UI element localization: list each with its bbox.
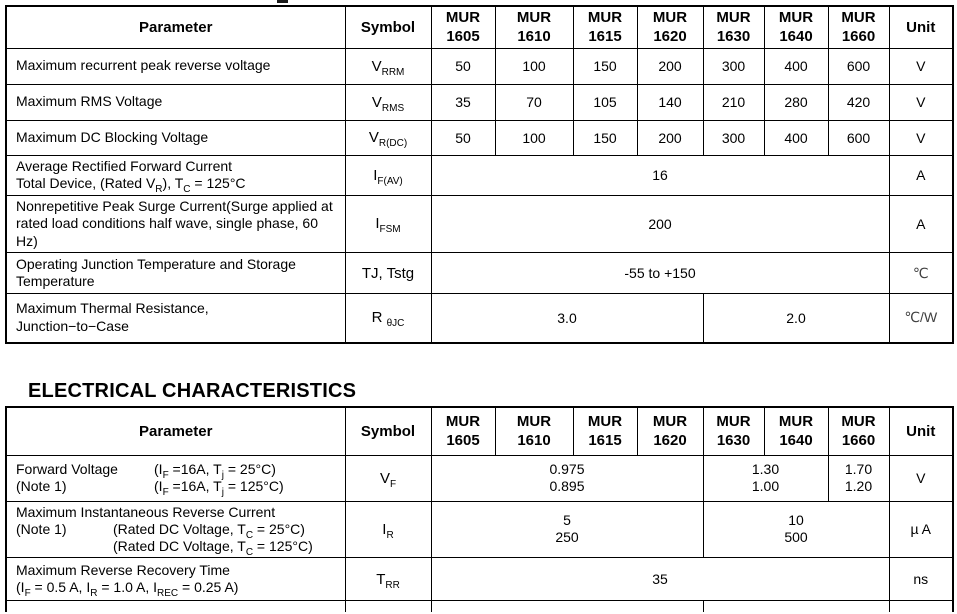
col-header-unit: Unit bbox=[889, 6, 953, 48]
model-series: MUR bbox=[778, 9, 814, 27]
rthjc-symbol: R $_{\theta JC}$ bbox=[345, 294, 431, 343]
vrms-1605-value: 35 bbox=[431, 84, 495, 120]
model-number: 1660 bbox=[841, 28, 876, 46]
vf-parameter bbox=[6, 455, 345, 501]
ir-condition-1: (Rated DC Voltage, $T_C = 25^\circ C$) bbox=[113, 521, 305, 541]
trr-parameter-name: Maximum Reverse Recovery Time bbox=[16, 561, 230, 578]
rthjc-parameter bbox=[6, 294, 345, 343]
vrdc-1640-value: 400 bbox=[764, 120, 828, 155]
table-row-ir bbox=[6, 501, 953, 558]
trr-symbol: $T_{RR}$ bbox=[345, 558, 431, 601]
col-header-mur1605 bbox=[431, 6, 495, 48]
model-series: MUR bbox=[652, 413, 688, 431]
model-series: MUR bbox=[652, 9, 688, 27]
model-series: MUR bbox=[841, 413, 876, 431]
col-header-mur1610 bbox=[495, 407, 573, 455]
ir-note: (Note 1) bbox=[16, 521, 67, 537]
vrdc-1630-value: 300 bbox=[703, 120, 764, 155]
table-row-rthjc bbox=[6, 294, 953, 343]
trr-parameter bbox=[6, 558, 345, 601]
table-row-vrms bbox=[6, 84, 953, 120]
vrdc-parameter: Maximum DC Blocking Voltage bbox=[6, 120, 345, 155]
model-number: 1615 bbox=[588, 28, 622, 46]
vrrm-symbol: $V_{RRM}$ bbox=[345, 48, 431, 84]
col-header-parameter: Parameter bbox=[6, 407, 345, 455]
ifav-symbol: $I_{F(AV)}$ bbox=[345, 155, 431, 195]
ifav-parameter-line2: Total Device, (Rated $V_R$), $T_C = 125^\circ C$ bbox=[16, 175, 246, 195]
ir-value-1630-1660 bbox=[703, 501, 889, 558]
vrrm-1660-value: 600 bbox=[828, 48, 889, 84]
tj-parameter: Operating Junction Temperature and Storage Temperature bbox=[6, 253, 345, 294]
model-series: MUR bbox=[841, 9, 876, 27]
model-number: 1605 bbox=[446, 432, 480, 450]
model-series: MUR bbox=[445, 9, 481, 27]
model-number: 1630 bbox=[716, 28, 751, 46]
vrms-1620-value: 140 bbox=[637, 84, 703, 120]
col-header-mur1615 bbox=[573, 6, 637, 48]
model-number: 1640 bbox=[779, 432, 813, 450]
trr-unit: ns bbox=[889, 558, 953, 601]
ir-value-1605-1620 bbox=[431, 501, 703, 558]
ir-value-125c: 250 bbox=[555, 529, 579, 546]
vrms-parameter: Maximum RMS Voltage bbox=[6, 84, 345, 120]
vrrm-1605-value: 50 bbox=[431, 48, 495, 84]
col-header-mur1630 bbox=[703, 407, 764, 455]
vrrm-1610-value: 100 bbox=[495, 48, 573, 84]
vrdc-1615-value: 150 bbox=[573, 120, 637, 155]
partial-parameter-cell bbox=[6, 601, 345, 612]
cropped-text-artifact bbox=[277, 0, 288, 3]
vf-value-1660 bbox=[828, 455, 889, 501]
ifsm-value: 200 bbox=[431, 195, 889, 253]
col-header-mur1640 bbox=[764, 6, 828, 48]
col-header-mur1620 bbox=[637, 6, 703, 48]
partial-symbol-cell bbox=[345, 601, 431, 612]
model-series: MUR bbox=[587, 9, 623, 27]
vrdc-unit: V bbox=[889, 120, 953, 155]
model-number: 1615 bbox=[588, 432, 622, 450]
table-row-vf bbox=[6, 455, 953, 501]
model-number: 1620 bbox=[653, 432, 687, 450]
col-header-mur1615 bbox=[573, 407, 637, 455]
ir-symbol: $I_R$ bbox=[345, 501, 431, 558]
vf-value-125c: 1.00 bbox=[751, 478, 780, 494]
ifav-parameter-line1: Average Rectified Forward Current bbox=[16, 157, 233, 174]
col-header-mur1620 bbox=[637, 407, 703, 455]
table-row-ifav bbox=[6, 155, 953, 195]
vf-value-1605-1620 bbox=[431, 455, 703, 501]
model-series: MUR bbox=[716, 413, 751, 431]
col-header-mur1610 bbox=[495, 6, 573, 48]
vf-parameter-name: Forward Voltage bbox=[16, 461, 118, 477]
vf-unit: V bbox=[889, 455, 953, 501]
rthjc-value-1605-1620: 3.0 bbox=[431, 294, 703, 343]
rthjc-parameter-line1: Maximum Thermal Resistance, bbox=[16, 300, 209, 317]
model-number: 1660 bbox=[841, 432, 876, 450]
ifsm-symbol: $I_{FSM}$ bbox=[345, 195, 431, 253]
tj-symbol: TJ, Tstg bbox=[345, 253, 431, 294]
trr-value: 35 bbox=[431, 558, 889, 601]
ir-value-25c: 10 bbox=[788, 512, 804, 529]
model-number: 1610 bbox=[517, 28, 551, 46]
rthjc-value-1630-1660: 2.0 bbox=[703, 294, 889, 343]
vrrm-unit: V bbox=[889, 48, 953, 84]
ir-value-25c: 5 bbox=[563, 512, 571, 529]
vf-value-125c: 1.20 bbox=[844, 478, 873, 494]
electrical-characteristics-table bbox=[5, 406, 954, 612]
vf-value-25c: 1.70 bbox=[844, 461, 873, 477]
vf-value-1630-1640 bbox=[703, 455, 828, 501]
ifsm-parameter: Nonrepetitive Peak Surge Current(Surge applied at rated load conditions half wave, single phase, 60 Hz) bbox=[6, 195, 345, 253]
tj-value: -55 to +150 bbox=[431, 253, 889, 294]
model-number: 1620 bbox=[653, 28, 687, 46]
col-header-parameter: Parameter bbox=[6, 6, 345, 48]
vrms-symbol: $V_{RMS}$ bbox=[345, 84, 431, 120]
vrms-1615-value: 105 bbox=[573, 84, 637, 120]
vrrm-1615-value: 150 bbox=[573, 48, 637, 84]
model-series: MUR bbox=[587, 413, 623, 431]
vf-value-25c: 1.30 bbox=[751, 461, 780, 477]
vf-note: (Note 1) bbox=[16, 478, 67, 494]
model-series: MUR bbox=[778, 413, 814, 431]
vrdc-1605-value: 50 bbox=[431, 120, 495, 155]
table-row-trr bbox=[6, 558, 953, 601]
vrrm-1640-value: 400 bbox=[764, 48, 828, 84]
vf-condition-1: ($I_F =16A$, $T_j = 25^\circ C$) bbox=[154, 461, 276, 481]
vrms-1630-value: 210 bbox=[703, 84, 764, 120]
ir-parameter-name: Maximum Instantaneous Reverse Current bbox=[16, 503, 276, 520]
vrrm-1630-value: 300 bbox=[703, 48, 764, 84]
col-header-mur1660 bbox=[828, 407, 889, 455]
electrical-characteristics-heading: ELECTRICAL CHARACTERISTICS bbox=[28, 380, 357, 402]
ir-unit: µ A bbox=[889, 501, 953, 558]
vrms-1610-value: 70 bbox=[495, 84, 573, 120]
ratings-header-row bbox=[6, 6, 953, 48]
model-series: MUR bbox=[716, 9, 751, 27]
ir-parameter bbox=[6, 501, 345, 558]
ifav-parameter bbox=[6, 155, 345, 195]
model-series: MUR bbox=[516, 9, 552, 27]
partial-unit-cell bbox=[889, 601, 953, 612]
rthjc-parameter-line2: Junction−to−Case bbox=[16, 317, 129, 334]
col-header-symbol: Symbol bbox=[345, 6, 431, 48]
col-header-mur1630 bbox=[703, 6, 764, 48]
electrical-header-row bbox=[6, 407, 953, 455]
model-series: MUR bbox=[445, 413, 481, 431]
vrms-1640-value: 280 bbox=[764, 84, 828, 120]
model-number: 1640 bbox=[779, 28, 813, 46]
table-row-ifsm bbox=[6, 195, 953, 253]
vf-value-125c: 0.895 bbox=[549, 478, 585, 494]
vrms-unit: V bbox=[889, 84, 953, 120]
vrms-1660-value: 420 bbox=[828, 84, 889, 120]
col-header-symbol: Symbol bbox=[345, 407, 431, 455]
ir-value-125c: 500 bbox=[784, 529, 808, 546]
ifav-value: 16 bbox=[431, 155, 889, 195]
vf-condition-2: ($I_F =16A$, $T_j = 125^\circ C$) bbox=[154, 478, 284, 498]
partial-value-1630-1660-cell bbox=[703, 601, 889, 612]
partial-next-row bbox=[6, 601, 953, 612]
model-number: 1630 bbox=[716, 432, 751, 450]
maximum-ratings-table bbox=[5, 5, 954, 344]
vrrm-parameter: Maximum recurrent peak reverse voltage bbox=[6, 48, 345, 84]
ifav-unit: A bbox=[889, 155, 953, 195]
rthjc-unit: ℃/W bbox=[889, 294, 953, 343]
model-series: MUR bbox=[516, 413, 552, 431]
table-row-vrrm bbox=[6, 48, 953, 84]
col-header-mur1640 bbox=[764, 407, 828, 455]
vrdc-1660-value: 600 bbox=[828, 120, 889, 155]
model-number: 1610 bbox=[517, 432, 551, 450]
ifsm-unit: A bbox=[889, 195, 953, 253]
col-header-mur1605 bbox=[431, 407, 495, 455]
ir-condition-2: (Rated DC Voltage, $T_C = 125^\circ C$) bbox=[113, 538, 313, 558]
ir-spacer bbox=[16, 538, 113, 555]
col-header-mur1660 bbox=[828, 6, 889, 48]
vrdc-1610-value: 100 bbox=[495, 120, 573, 155]
vrrm-1620-value: 200 bbox=[637, 48, 703, 84]
vrdc-symbol: $V_{R(DC)}$ bbox=[345, 120, 431, 155]
vf-symbol: $V_F$ bbox=[345, 455, 431, 501]
table-row-vrdc bbox=[6, 120, 953, 155]
col-header-unit: Unit bbox=[889, 407, 953, 455]
trr-condition: ($I_F = 0.5$ A, $I_R = 1.0$ A, $I_{REC} = 0.25$ A) bbox=[16, 579, 239, 599]
model-number: 1605 bbox=[446, 28, 480, 46]
partial-value-1605-1620-cell bbox=[431, 601, 703, 612]
table-row-tj bbox=[6, 253, 953, 294]
tj-unit: ℃ bbox=[889, 253, 953, 294]
vrdc-1620-value: 200 bbox=[637, 120, 703, 155]
vf-value-25c: 0.975 bbox=[549, 461, 585, 477]
